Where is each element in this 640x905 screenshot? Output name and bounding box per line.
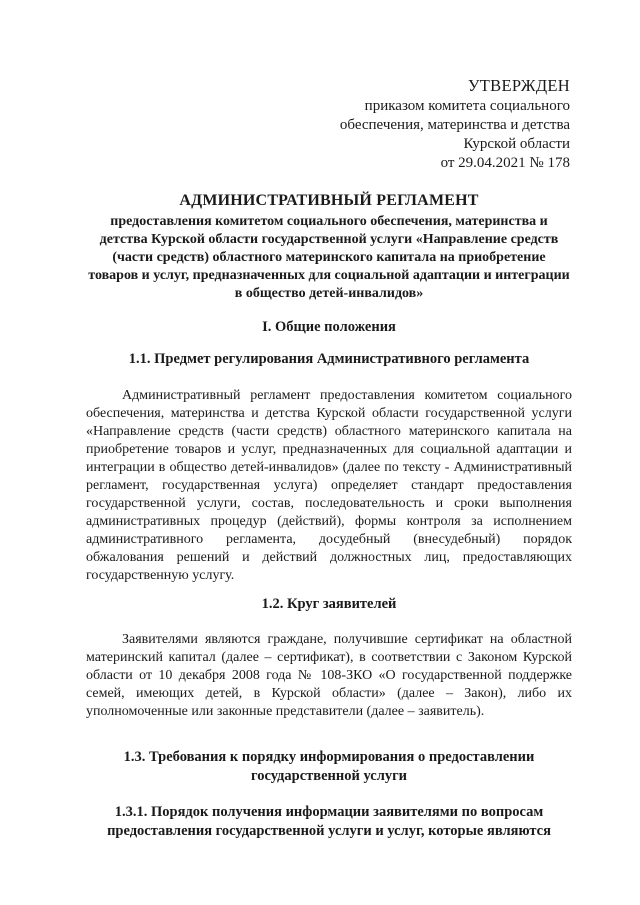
section-heading-1-3: 1.3. Требования к порядку информирования о предоставлении государственной услуги	[123, 749, 535, 784]
document-title: АДМИНИСТРАТИВНЫЙ РЕГЛАМЕНТ	[179, 192, 479, 209]
approval-line: приказом комитета социального	[364, 98, 570, 114]
section-1-1-paragraph: Административный регламент предоставления комитетом социального обеспечения, материнства и детства Курской области государственной услуги «Направление средств (части средств) областного материнского капитала на приобретение товаров и услуг, предназначенных для социальной адаптации и интеграции в общество детей-инвалидов» (далее по тексту - Административный регламент, государственная услуга) определяет стандарт предоставления государственной услуги, состав, последовательность и сроки выполнения административных процедур (действий), формы контроля за исполнением административного регламента, досудебный (внесудебный) порядок обжалования решений и действий должностных лиц, предоставляющих государственную услугу.	[86, 388, 572, 583]
approval-line: обеспечения, материнства и детства	[339, 117, 570, 133]
section-heading-1-3-1: 1.3.1. Порядок получения информации заявителями по вопросам предоставления государственной услуги и услуг, которые являются	[107, 804, 551, 839]
approval-date-line: от 29.04.2021 № 178	[440, 155, 570, 171]
approval-heading: УТВЕРЖДЕН	[467, 76, 570, 95]
approval-line: Курской области	[463, 136, 570, 152]
section-heading-1-2: 1.2. Круг заявителей	[261, 596, 397, 612]
approval-stamp	[340, 76, 570, 173]
document-subtitle: предоставления комитетом социального обеспечения, материнства и детства Курской области государственной услуги «Направление средств (части средств) областного материнского капитала на приобретение товаров и услуг, предназначенных для социальной адаптации и интеграции в общество детей-инвалидов»	[88, 214, 570, 301]
section-heading-1-1: 1.1. Предмет регулирования Административного регламента	[128, 351, 530, 367]
section-heading-general: I. Общие положения	[262, 319, 396, 335]
section-1-2-paragraph: Заявителями являются граждане, получившие сертификат на областной материнский капитал (далее – сертификат), в соответствии с Законом Курской области от 10 декабря 2008 года № 108-ЗКО «О государственной поддержке семей, имеющих детей, в Курской области» (далее – Закон), либо их уполномоченные или законные представители (далее – заявитель).	[86, 632, 572, 719]
